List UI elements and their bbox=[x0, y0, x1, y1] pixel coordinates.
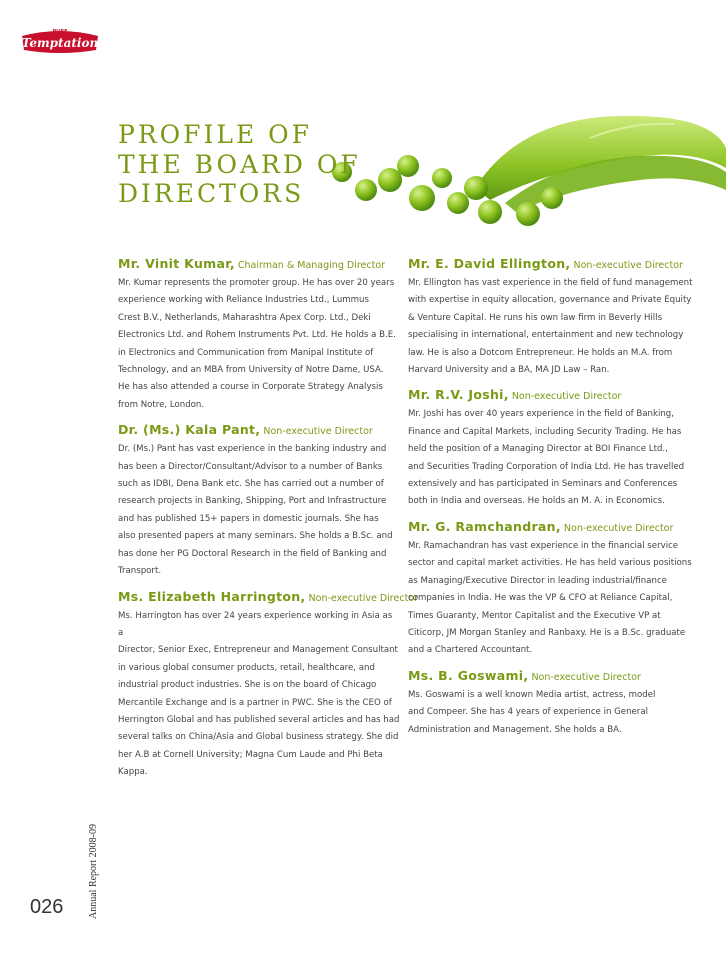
director-profile bbox=[118, 587, 419, 782]
director-profile bbox=[408, 385, 698, 510]
bio-line: such as IDBI, Dena Bank etc. She has carried out a number of bbox=[118, 479, 384, 490]
bio-line: as Managing/Executive Director in leading industrial/finance bbox=[408, 575, 667, 586]
bio-line: Mr. Ramachandran has vast experience in the financial service bbox=[408, 540, 679, 551]
director-profile bbox=[408, 666, 698, 739]
bio-line: also presented papers at many seminars. She holds a B.Sc. and bbox=[118, 531, 393, 542]
director-bio bbox=[118, 441, 400, 580]
director-name: Mr. R.V. Joshi, bbox=[408, 387, 509, 403]
director-heading bbox=[118, 254, 400, 275]
bio-line: Dr. (Ms.) Pant has vast experience in the banking industry and bbox=[118, 444, 387, 455]
bio-line: Electronics Ltd. and Rohem Instruments Pvt. Ltd. He holds a B.E. bbox=[118, 330, 396, 341]
bio-line: Administration and Management. She holds a BA. bbox=[408, 724, 622, 735]
bio-line: with expertise in equity allocation, governance and Private Equity bbox=[408, 295, 692, 306]
temptation-logo bbox=[18, 24, 102, 60]
bio-line: Mercantile Exchange and is a partner in PWC. She is the CEO of bbox=[118, 697, 392, 708]
director-name: Ms. B. Goswami, bbox=[408, 667, 529, 683]
bio-line: Mr. Ellington has vast experience in the field of fund management bbox=[408, 278, 693, 288]
bio-line: in Electronics and Communication from Manipal Institute of bbox=[118, 347, 374, 358]
director-role: Chairman & Managing Director bbox=[237, 260, 386, 271]
director-heading bbox=[408, 385, 698, 406]
director-name: Dr. (Ms.) Kala Pant, bbox=[118, 422, 261, 438]
director-heading bbox=[408, 666, 698, 687]
title-line: DIRECTORS bbox=[118, 179, 305, 208]
director-bio bbox=[118, 608, 400, 782]
bio-line: and Securities Trading Corporation of India Ltd. He has travelled bbox=[408, 461, 685, 472]
bio-line: Ms. Harrington has over 24 years experience working in Asia as a bbox=[118, 610, 393, 638]
bio-line: Technology, and an MBA from University of Notre Dame, USA. bbox=[118, 365, 384, 376]
director-heading bbox=[408, 254, 698, 275]
bio-line: Director, Senior Exec, Entrepreneur and Management Consultant bbox=[118, 645, 398, 656]
bio-line: Mr. Kumar represents the promoter group. He has over 20 years bbox=[118, 278, 395, 288]
director-profile bbox=[408, 254, 698, 379]
bio-line: Harvard University and a BA, MA JD Law – Ran. bbox=[408, 365, 610, 376]
bio-line: in various global consumer products, retail, healthcare, and bbox=[118, 662, 375, 673]
title-line: PROFILE OF bbox=[118, 120, 313, 149]
bio-line: specialising in international, entertainment and new technology bbox=[408, 330, 684, 341]
director-name: Mr. Vinit Kumar, bbox=[118, 256, 235, 271]
director-profile bbox=[118, 420, 400, 580]
director-profile bbox=[118, 254, 400, 414]
bio-line: Herrington Global and has published several articles and has had bbox=[118, 714, 400, 725]
left-column bbox=[118, 254, 419, 788]
director-name: Mr. E. David Ellington, bbox=[408, 256, 571, 271]
bio-line: has been a Director/Consultant/Advisor to a number of Banks bbox=[118, 461, 383, 472]
bio-line: He has also attended a course in Corporate Strategy Analysis bbox=[118, 382, 383, 393]
bio-line: from Notre, London. bbox=[118, 399, 205, 410]
svg-text:PURE: PURE bbox=[52, 29, 68, 35]
director-role: Non-executive Director bbox=[563, 522, 674, 534]
director-bio bbox=[408, 275, 698, 379]
director-heading bbox=[408, 517, 698, 538]
bio-line: experience working with Reliance Industries Ltd., Lummus bbox=[118, 295, 369, 306]
bio-line: Kappa. bbox=[118, 767, 148, 778]
svg-text:Temptation: Temptation bbox=[21, 36, 99, 50]
bio-line: Ms. Goswami is a well known Media artist, actress, model bbox=[408, 689, 656, 700]
director-role: Non-executive Director bbox=[511, 391, 622, 403]
director-name: Ms. Elizabeth Harrington, bbox=[118, 588, 306, 604]
title-line: THE BOARD OF bbox=[118, 149, 361, 179]
bio-line: industrial product industries. She is on the board of Chicago bbox=[118, 680, 377, 691]
bio-line: research projects in Banking, Shipping, Port and Infrastructure bbox=[118, 496, 387, 507]
bio-line: Crest B.V., Netherlands, Maharashtra Apex Corp. Ltd., Deki bbox=[118, 312, 371, 323]
bio-line: Citicorp, JM Morgan Stanley and Ranbaxy. He is a B.Sc. graduate bbox=[408, 627, 686, 638]
bio-line: several talks on China/Asia and Global business strategy. She did bbox=[118, 732, 399, 743]
page-number: 026 bbox=[30, 896, 64, 918]
bio-line: and Compeer. She has 4 years of experience in General bbox=[408, 707, 648, 718]
director-bio bbox=[408, 406, 698, 510]
bio-line: Transport. bbox=[118, 566, 162, 577]
director-role: Non-executive Director bbox=[573, 260, 683, 271]
bio-line: and has published 15+ papers in domestic journals. She has bbox=[118, 513, 379, 524]
director-role: Non-executive Director bbox=[531, 671, 641, 683]
bio-line: Mr. Joshi has over 40 years experience in the field of Banking, bbox=[408, 409, 674, 420]
director-heading bbox=[118, 587, 419, 608]
bio-line: & Venture Capital. He runs his own law firm in Beverly Hills bbox=[408, 312, 663, 323]
right-column bbox=[408, 254, 698, 745]
annual-report-label: Annual Report 2008-09 bbox=[88, 824, 99, 919]
bio-line: companies in India. He was the VP & CFO at Reliance Capital, bbox=[408, 593, 673, 604]
director-profile bbox=[408, 517, 698, 660]
bio-line: both in India and overseas. He holds an M. A. in Economics. bbox=[408, 496, 665, 507]
director-role: Non-executive Director bbox=[263, 426, 373, 438]
director-heading bbox=[118, 420, 400, 441]
bio-line: and a Chartered Accountant. bbox=[408, 645, 533, 656]
bio-line: her A.B at Cornell University; Magna Cum Laude and Phi Beta bbox=[118, 749, 383, 760]
director-role: Non-executive Director bbox=[308, 592, 419, 604]
director-bio bbox=[408, 538, 698, 660]
director-bio bbox=[408, 687, 698, 739]
bio-line: Finance and Capital Markets, including Security Trading. He has bbox=[408, 426, 682, 437]
director-bio bbox=[118, 275, 400, 414]
bio-line: Times Guaranty, Mentor Capitalist and the Executive VP at bbox=[408, 610, 661, 621]
page-title bbox=[118, 120, 361, 209]
bio-line: sector and capital market activities. He has held various positions bbox=[408, 558, 692, 569]
bio-line: law. He is also a Dotcom Entrepreneur. He holds an M.A. from bbox=[408, 347, 673, 358]
bio-line: held the position of a Managing Director at BOI Finance Ltd., bbox=[408, 444, 668, 455]
bio-line: has done her PG Doctoral Research in the field of Banking and bbox=[118, 548, 387, 559]
bio-line: extensively and has participated in Seminars and Conferences bbox=[408, 479, 678, 490]
director-name: Mr. G. Ramchandran, bbox=[408, 518, 561, 534]
